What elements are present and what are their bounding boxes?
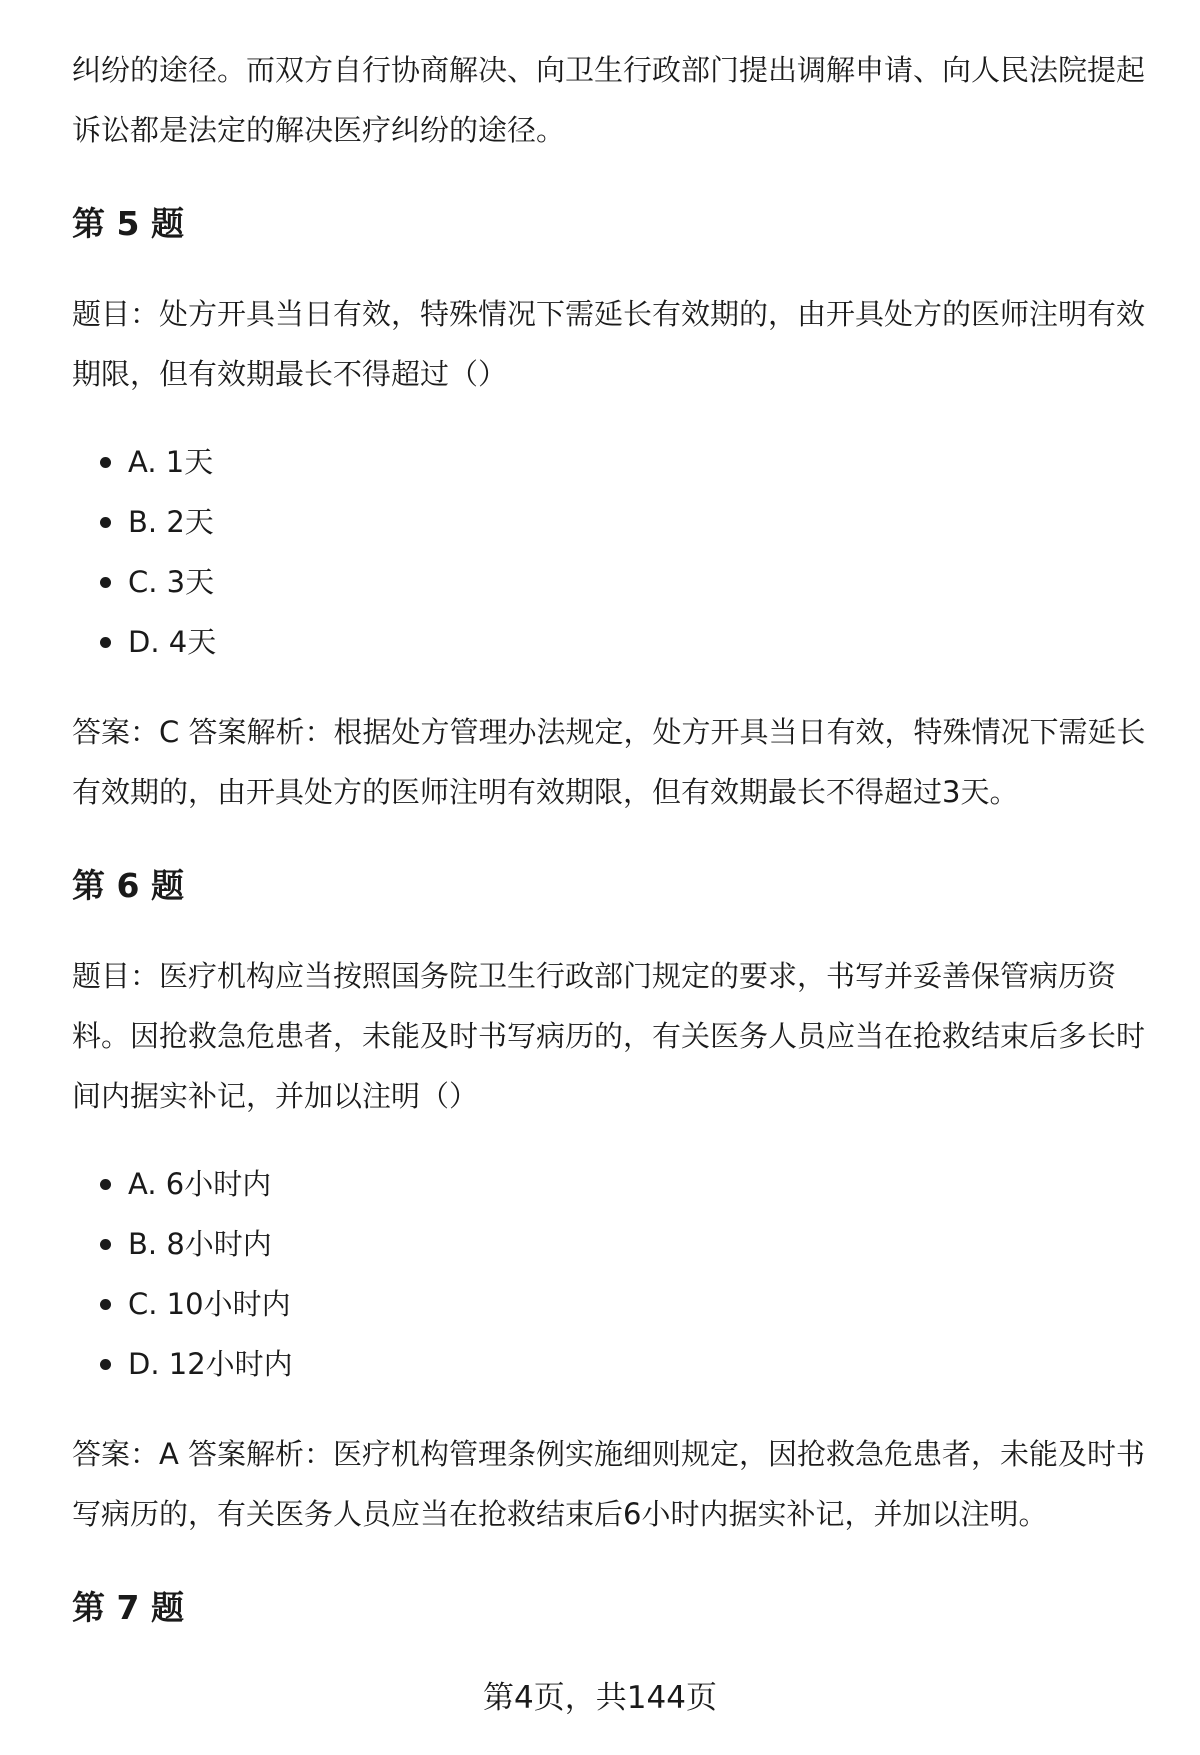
option-item — [72, 612, 1152, 672]
option-label: D. 12小时内 — [128, 1347, 293, 1381]
option-item — [72, 1154, 1152, 1214]
question-6-answer: 答案：A 答案解析：医疗机构管理条例实施细则规定，因抢救急危患者，未能及时书写病历的，有关医务人员应当在抢救结束后6小时内据实补记，并加以注明。 — [72, 1437, 1146, 1531]
question-5-options — [72, 432, 1152, 672]
option-label: A. 6小时内 — [128, 1167, 272, 1201]
intro-paragraph: 纠纷的途径。而双方自行协商解决、向卫生行政部门提出调解申请、向人民法院提起诉讼都是法定的解决医疗纠纷的途径。 — [72, 53, 1146, 147]
question-7-heading: 第 7 题 — [72, 1588, 184, 1627]
option-item — [72, 552, 1152, 612]
option-item — [72, 432, 1152, 492]
bullet-icon — [100, 1299, 111, 1310]
option-label: D. 4天 — [128, 625, 217, 659]
bullet-icon — [100, 517, 111, 528]
option-label: B. 8小时内 — [128, 1227, 272, 1261]
bullet-icon — [100, 457, 111, 468]
bullet-icon — [100, 637, 111, 648]
option-item — [72, 1214, 1152, 1274]
question-5-heading: 第 5 题 — [72, 204, 184, 243]
option-label: A. 1天 — [128, 445, 214, 479]
bullet-icon — [100, 1179, 111, 1190]
question-6-text: 题目：医疗机构应当按照国务院卫生行政部门规定的要求，书写并妥善保管病历资料。因抢救急危患者，未能及时书写病历的，有关医务人员应当在抢救结束后多长时间内据实补记，并加以注明（） — [72, 959, 1146, 1113]
option-item — [72, 1334, 1152, 1394]
document-page — [72, 40, 1152, 1638]
question-6-options — [72, 1154, 1152, 1394]
question-5-answer: 答案：C 答案解析：根据处方管理办法规定，处方开具当日有效，特殊情况下需延长有效期的，由开具处方的医师注明有效期限，但有效期最长不得超过3天。 — [72, 715, 1146, 809]
bullet-icon — [100, 1359, 111, 1370]
option-item — [72, 492, 1152, 552]
page-number-footer: 第4页，共144页 — [483, 1680, 717, 1716]
option-item — [72, 1274, 1152, 1334]
question-6-heading: 第 6 题 — [72, 866, 184, 905]
question-5-text: 题目：处方开具当日有效，特殊情况下需延长有效期的，由开具处方的医师注明有效期限，但有效期最长不得超过（） — [72, 297, 1146, 391]
bullet-icon — [100, 1239, 111, 1250]
bullet-icon — [100, 577, 111, 588]
option-label: C. 10小时内 — [128, 1287, 291, 1321]
option-label: C. 3天 — [128, 565, 215, 599]
option-label: B. 2天 — [128, 505, 214, 539]
